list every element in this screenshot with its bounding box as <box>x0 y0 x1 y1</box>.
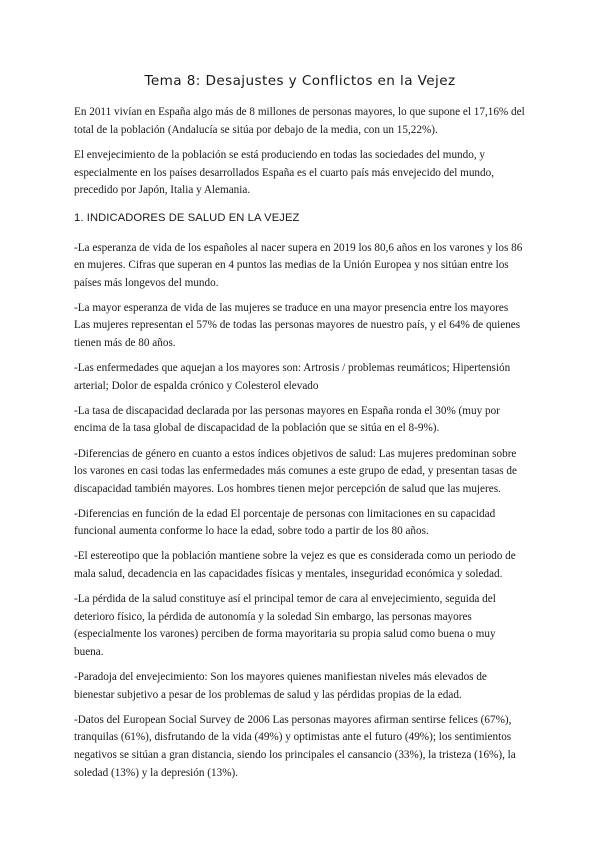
intro-paragraph: El envejecimiento de la población se está produciendo en todas las sociedades del mundo, y especialmente en los países desarrollados España es el cuarto país más envejecido del mundo, precedido por Japón, Italia y Alemania. <box>74 149 495 197</box>
bullet-item: -Diferencias de género en cuanto a estos índices objetivos de salud: Las mujeres predominan sobre los varones en casi todas las enfermedades más comunes a este grupo de edad, y presentan tasas de discapacidad también mayores. Los hombres tienen mejor percepción de salud que las mujeres. <box>74 447 517 495</box>
bullet-item: -El estereotipo que la población mantiene sobre la vejez es que es considerada como un periodo de mala salud, decadencia en las capacidades físicas y mentales, inseguridad económica y soledad. <box>74 550 516 581</box>
bullet-item: -La pérdida de la salud constituye así el principal temor de cara al envejecimiento, seguida del deterioro físico, la pérdida de autonomía y la soledad Sin embargo, las personas mayores (especialmente los varones) perciben de forma mayoritaria su propia salud como buena o muy buena. <box>74 593 496 658</box>
section-heading: 1. INDICADORES DE SALUD EN LA VEJEZ <box>74 211 300 224</box>
intro-paragraph: En 2011 vivían en España algo más de 8 millones de personas mayores, lo que supone el 17,16% del total de la población (Andalucía se sitúa por debajo de la media, con un 15,22%). <box>74 106 525 136</box>
intro-section <box>74 104 526 200</box>
bullet-list <box>74 240 526 783</box>
bullet-item: -Diferencias en función de la edad El porcentaje de personas con limitaciones en su capacidad funcional aumenta conforme lo hace la edad, sobre todo a partir de los 80 años. <box>74 507 496 538</box>
bullet-item: -La esperanza de vida de los españoles al nacer supera en 2019 los 80,6 años en los varones y los 86 en mujeres. Cifras que superan en 4 puntos las medias de la Unión Europea y nos sitúan entre los países más longevos del mundo. <box>74 241 523 289</box>
bullet-item: -Datos del European Social Survey de 2006 Las personas mayores afirman sentirse felices (67%), tranquilas (61%), disfrutando de la vida (49%) y optimistas ante el futuro (49%); los sentimientos negativos se sitúan a gran distancia, siendo los principales el cansancio (33%), la tristeza (16%), la soledad (13%) y la depresión (13%). <box>74 713 516 779</box>
bullet-item: -La mayor esperanza de vida de las mujeres se traduce en una mayor presencia entre los mayores Las mujeres representan el 57% de todas las personas mayores de nuestro país, y el 64% de quienes tienen más de 80 años. <box>74 301 521 350</box>
bullet-item: -La tasa de discapacidad declarada por las personas mayores en España ronda el 30% (muy por encima de la tasa global de discapacidad de la población que se sitúa en el 8-9%). <box>74 404 500 435</box>
bullet-item: -Paradoja del envejecimiento: Son los mayores quienes manifiestan niveles más elevados de bienestar subjetivo a pesar de los problemas de salud y las pérdidas propias de la edad. <box>74 671 487 701</box>
document-title: Tema 8: Desajustes y Conflictos en la Vejez <box>144 73 456 89</box>
bullet-item: -Las enfermedades que aquejan a los mayores son: Artrosis / problemas reumáticos; Hipertensión arterial; Dolor de espalda crónico y Colesterol elevado <box>74 362 511 392</box>
